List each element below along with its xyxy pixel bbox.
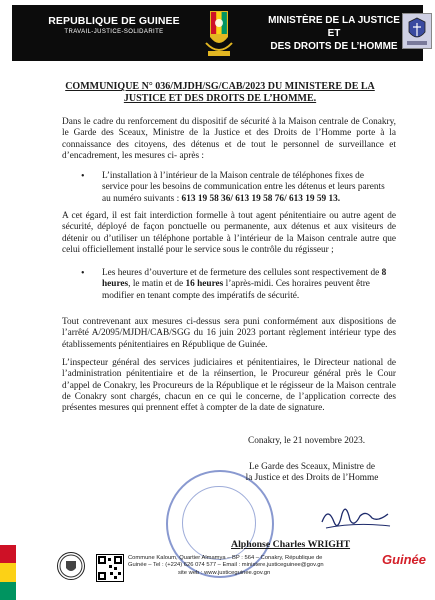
phone-numbers: 613 19 58 36/ 613 19 58 76/ 613 19 59 13. [181, 193, 341, 204]
national-motto: TRAVAIL-JUSTICE-SOLIDARITE [64, 29, 164, 35]
opening-hour: 8 heures [102, 268, 387, 290]
ministry-line-2: DES DROITS DE L’HOMME [270, 41, 398, 52]
bullet-text-phones [102, 171, 392, 205]
closing-paragraph: L’inspecteur général des services judiciaires et pénitentiaires, le Directeur national de l’administration pénitentiaire et de la réinsertion, le Procureur général près le Cour d’appel de Conakry, les Procureurs de la République et le régisseur de la Maison centrale de Conakry sont chargés, chacun en ce qui le concerne, de l’application correcte des présentes mesures qui prennent effet à compter de la date de signature. [62, 358, 396, 414]
footer-address-line-1: Commune Kaloum, Quartier Almamya – BP : 564 – Conakry, République de [128, 555, 323, 561]
republic-title: REPUBLIQUE DE GUINEE [48, 15, 180, 27]
signing-date: Conakry, le 21 novembre 2023. [248, 436, 366, 446]
bullet-text-hours [102, 268, 392, 302]
ministry-name [268, 14, 400, 53]
guinee-brand-text: Guinée [381, 552, 427, 567]
guinea-flag-strip [0, 545, 16, 600]
footer-website: site web : www.justiceguinee.gov.gn [178, 569, 271, 576]
coat-of-arms-icon [202, 7, 236, 59]
closing-hour: 16 heures [185, 279, 224, 290]
handwritten-signature [316, 492, 396, 542]
bullet-icon: • [81, 171, 85, 182]
bullet-phones-body: L’installation à l’intérieur de la Maison centrale de téléphones fixes de service pour les besoins de communication entre les détenus et leurs parents au numéro suivants : [102, 171, 385, 204]
footer-contact [128, 555, 358, 577]
prohibition-paragraph: A cet égard, il est fait interdiction formelle à tout agent pénitentiaire ou autre agent de sécurité, déployé de façon ponctuelle ou permanente, aux détenus et aux visiteurs de détenir ou d’utiliser un téléphone portable à l’intérieur de la Maison centrale autre que celui officiellement installé pour le service sous le contrôle du régisseur ; [62, 211, 396, 255]
hours-text-e: l’après-midi. Ces horaires peuvent être modifier en tenant compte des impératifs de sécurité. [102, 279, 370, 301]
republic-block [34, 15, 194, 35]
signatory-title-line-1: Le Garde des Sceaux, Ministre de [249, 462, 375, 472]
signature-block [232, 462, 392, 485]
hours-text-a: Les heures d’ouverture et de fermeture des cellules sont respectivement de [102, 268, 380, 278]
guinee-brand-logo [380, 552, 428, 567]
footer-emblem-icon [57, 552, 85, 580]
qr-code-icon [96, 554, 124, 582]
intro-paragraph: Dans le cadre du renforcement du dispositif de sécurité à la Maison centrale de Conakry, le Garde des Sceaux, Ministre de la Justice et des Droits de l’Homme porte à la connaissance des citoyens, des détenus et de tout le personnel de surveillance et d’encadrement, les mesures ci- après : [62, 117, 396, 161]
communique-title: COMMUNIQUE N° 036/MJDH/SG/CAB/2023 DU MINISTERE DE LA JUSTICE ET DES DROITS DE L’HOMME. [65, 81, 375, 104]
ministry-seal-icon [402, 13, 432, 49]
flag-red-band [0, 545, 16, 563]
ministry-line-1: MINISTÈRE DE LA JUSTICE ET [268, 15, 400, 39]
flag-green-band [0, 582, 16, 600]
flag-yellow-band [0, 563, 16, 581]
hours-text-c: , le matin et de [128, 279, 184, 290]
letterhead-banner [12, 5, 423, 61]
signatory-title-line-2: la Justice et des Droits de l’Homme [245, 473, 379, 484]
footer-address-line-2: Guinée – Tel : (+224) 626 074 577 – Email : ministere.justiceguinee@gov.gn [128, 562, 324, 569]
signer-name: Alphonse Charles WRIGHT [231, 539, 351, 550]
bullet-icon: • [81, 268, 85, 279]
sanctions-paragraph: Tout contrevenant aux mesures ci-dessus sera puni conformément aux dispositions de l’arrêté A/2095/MJDH/CAB/SGG du 16 juin 2023 portant règlement intérieur type des établissements pénitentiaires en République de Guinée. [62, 317, 396, 350]
